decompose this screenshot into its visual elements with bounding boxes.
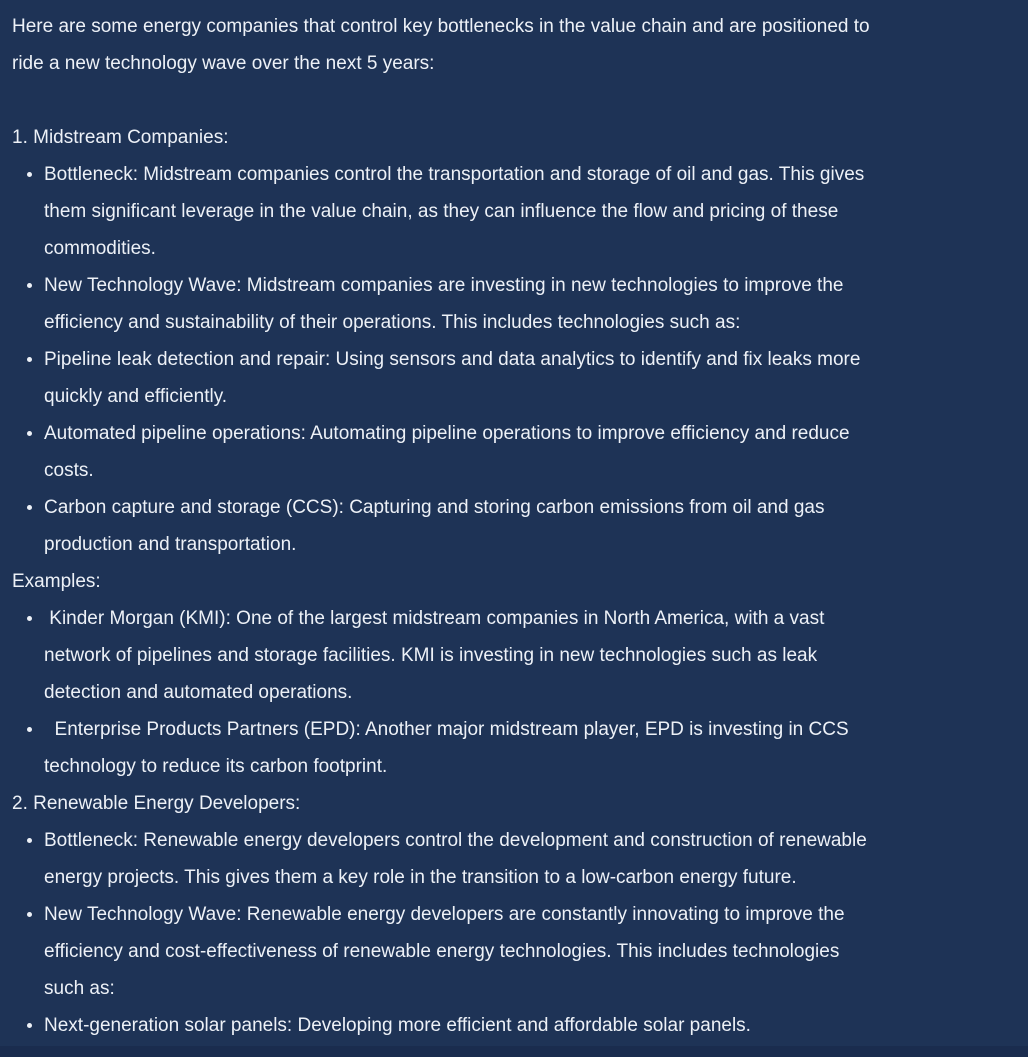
list-item (0, 822, 1028, 859)
line-text: quickly and efficiently. (44, 386, 228, 407)
list-item-continuation (0, 193, 1028, 230)
list-item-continuation (0, 526, 1028, 563)
list-item (0, 267, 1028, 304)
line-text: Examples: (12, 571, 101, 592)
list-item-continuation (0, 970, 1028, 1007)
list-item (0, 1007, 1028, 1044)
list-item (0, 415, 1028, 452)
line-text: 2. Renewable Energy Developers: (12, 793, 301, 814)
line-text: them significant leverage in the value chain, as they can influence the flow and pricing of these (44, 201, 839, 222)
line-text: production and transportation. (44, 534, 297, 555)
list-item (0, 711, 1028, 748)
list-item (0, 489, 1028, 526)
line-text: efficiency and cost-effectiveness of renewable energy technologies. This includes technologies (44, 941, 840, 962)
line-text: commodities. (44, 238, 156, 259)
line-text: New Technology Wave: Renewable energy developers are constantly innovating to improve the (44, 904, 845, 925)
line-text: Bottleneck: Renewable energy developers control the development and construction of renewable (44, 830, 867, 851)
text-line (0, 785, 1028, 822)
list-item-continuation (0, 674, 1028, 711)
list-item-continuation (0, 230, 1028, 267)
line-text: such as: (44, 978, 115, 999)
list-item-continuation (0, 859, 1028, 896)
line-text: New Technology Wave: Midstream companies are investing in new technologies to improve the (44, 275, 844, 296)
list-item-continuation (0, 304, 1028, 341)
bullet-icon (27, 727, 32, 732)
bullet-icon (27, 357, 32, 362)
text-line (0, 45, 1028, 82)
bullet-icon (27, 616, 32, 621)
bullet-icon (27, 912, 32, 917)
line-text: Pipeline leak detection and repair: Using sensors and data analytics to identify and fix leaks more (44, 349, 861, 370)
list-item-continuation (0, 933, 1028, 970)
line-text: detection and automated operations. (44, 682, 353, 703)
line-text: Enterprise Products Partners (EPD): Another major midstream player, EPD is investing in CCS (44, 719, 849, 740)
line-text: 1. Midstream Companies: (12, 127, 229, 148)
list-item-continuation (0, 378, 1028, 415)
line-text: Automated pipeline operations: Automating pipeline operations to improve efficiency and reduce (44, 423, 850, 444)
line-text: Kinder Morgan (KMI): One of the largest midstream companies in North America, with a vast (44, 608, 825, 629)
line-text: efficiency and sustainability of their operations. This includes technologies such as: (44, 312, 741, 333)
list-item-continuation (0, 452, 1028, 489)
list-item-continuation (0, 637, 1028, 674)
text-line (0, 119, 1028, 156)
bottom-edge-strip (0, 1046, 1028, 1057)
line-text: Next-generation solar panels: Developing more efficient and affordable solar panels. (44, 1015, 751, 1036)
list-item-continuation (0, 748, 1028, 785)
line-text: ride a new technology wave over the next 5 years: (12, 53, 435, 74)
blank-line (0, 82, 1028, 119)
text-line (0, 8, 1028, 45)
list-item (0, 896, 1028, 933)
line-text: costs. (44, 460, 94, 481)
bullet-icon (27, 172, 32, 177)
bullet-icon (27, 838, 32, 843)
list-item (0, 600, 1028, 637)
line-text: Carbon capture and storage (CCS): Capturing and storing carbon emissions from oil and gas (44, 497, 825, 518)
bullet-icon (27, 505, 32, 510)
list-item (0, 341, 1028, 378)
line-text: network of pipelines and storage facilities. KMI is investing in new technologies such as leak (44, 645, 818, 666)
line-text: Bottleneck: Midstream companies control the transportation and storage of oil and gas. This gives (44, 164, 865, 185)
text-line (0, 563, 1028, 600)
bullet-icon (27, 1023, 32, 1028)
line-text: technology to reduce its carbon footprint. (44, 756, 388, 777)
line-text: energy projects. This gives them a key role in the transition to a low-carbon energy future. (44, 867, 797, 888)
bullet-icon (27, 283, 32, 288)
list-item (0, 156, 1028, 193)
line-text: Here are some energy companies that control key bottlenecks in the value chain and are positioned to (12, 16, 870, 37)
bullet-icon (27, 431, 32, 436)
